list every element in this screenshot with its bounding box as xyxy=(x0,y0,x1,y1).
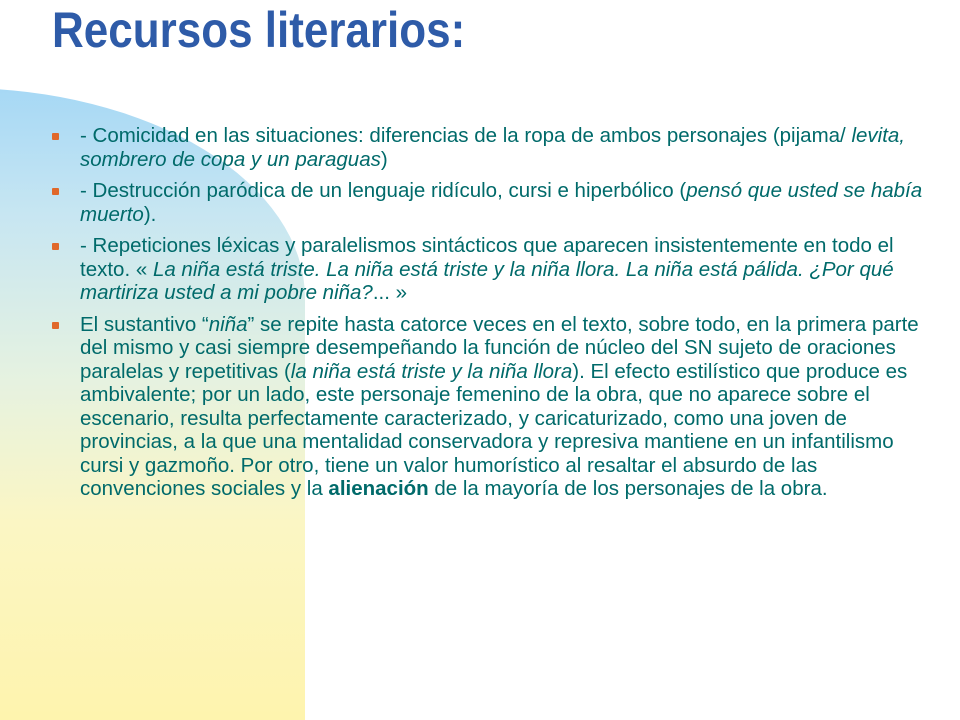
bullet-text xyxy=(80,179,922,226)
bullet-item xyxy=(52,313,932,501)
quoted-text: niña xyxy=(208,312,248,336)
bullet-item xyxy=(52,179,932,226)
text-segment: - Repeticiones léxicas y paralelismos sintácticos que aparecen insistentemente en todo el texto. « xyxy=(80,234,894,281)
square-bullet-icon xyxy=(52,322,59,329)
text-segment: - Comicidad en las situaciones: diferencias de la ropa de ambos personajes (pijama/ xyxy=(80,124,852,147)
quoted-text: La niña está triste. La niña está triste y la niña llora. La niña está pálida. ¿Por qué martiriza usted a mi pobre niña? xyxy=(80,257,894,304)
quoted-text: levita, sombrero de copa y un paraguas xyxy=(80,124,905,171)
bullet-text xyxy=(80,124,905,171)
slide-title: Recursos literarios: xyxy=(52,2,466,58)
square-bullet-icon xyxy=(52,188,59,195)
text-segment: ... » xyxy=(372,281,408,304)
text-segment: ). El efecto estilístico que produce es ambivalente; por un lado, este personaje femenino de la obra, que no aparece sobre el escenario, resulta perfectamente caracterizado, y caricaturizado, como una joven de provincias, a la que una mentalidad conservadora y represiva mantiene en un infantilismo cursi y gazmoño. Por otro, tiene un valor humorístico al resaltar el absurdo de las convenciones sociales y la xyxy=(80,359,908,500)
text-segment: ) xyxy=(380,147,388,171)
square-bullet-icon xyxy=(52,243,59,250)
text-segment: El sustantivo “ xyxy=(80,312,209,336)
emphasized-term: alienación xyxy=(328,477,429,500)
quoted-text: la niña está triste y la niña llora xyxy=(290,359,573,383)
bullet-item xyxy=(52,124,932,171)
bullet-text xyxy=(80,313,919,501)
text-segment: de la mayoría de los personajes de la obra. xyxy=(428,477,828,500)
text-segment: - Destrucción paródica de un lenguaje ridículo, cursi e hiperbólico ( xyxy=(80,179,687,202)
square-bullet-icon xyxy=(52,133,59,140)
text-segment: ” se repite hasta catorce veces en el texto, sobre todo, en la primera parte del mismo y casi siempre desempeñando la función de núcleo del SN sujeto de oraciones paralelas y repetitivas ( xyxy=(80,312,919,383)
bullet-list xyxy=(52,124,932,509)
bullet-text xyxy=(80,234,894,304)
quoted-text: pensó que usted se había muerto xyxy=(80,179,923,226)
text-segment: ). xyxy=(143,202,157,226)
bullet-item xyxy=(52,234,932,305)
